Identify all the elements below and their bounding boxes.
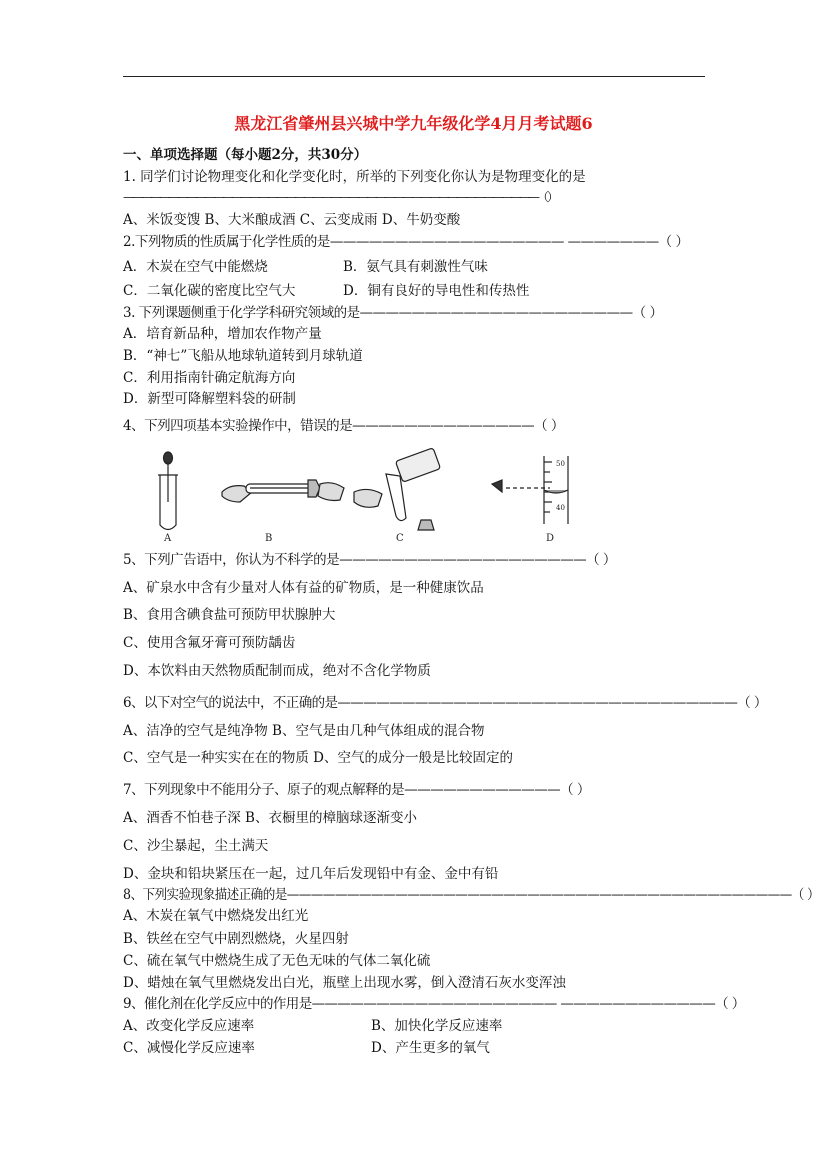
q1-blank: ——————————————————————————————————————————————（ ） (123, 190, 556, 204)
q3-stem: 3. 下列课题侧重于化学学科研究领域的是—————————————————————（ ） (123, 305, 663, 321)
q8-option-c: C、硫在氧气中燃烧生成了无色无味的气体二氧化硫 (123, 953, 431, 969)
q8-stem: 8、下列实验现象描述正确的是——————————————————————————————————————————（ ） (123, 887, 820, 903)
q5-option-c: C、使用含氟牙膏可预防龋齿 (123, 635, 296, 651)
lab-operations-figure (140, 440, 580, 545)
q7-option-d: D、金块和铅块紧压在一起，过几年后发现铅中有金、金中有铅 (123, 866, 499, 882)
page-title: 黑龙江省肇州县兴城中学九年级化学4月月考试题6 (234, 114, 593, 133)
cylinder-mark-40: 40 (556, 504, 565, 512)
q6-options-ab: A、洁净的空气是纯净物 B、空气是由几种气体组成的混合物 (123, 723, 485, 739)
q5-option-b: B、食用含碘食盐可预防甲状腺肿大 (123, 607, 336, 623)
q9-option-a: A、改变化学反应速率 (123, 1018, 255, 1034)
q1-options: A、米饭变馊 B、大米酿成酒 C、云变成雨 D、牛奶变酸 (123, 212, 461, 228)
figure-c-pouring (354, 448, 441, 530)
header-rule (123, 76, 705, 77)
q2-option-c: C．二氧化碳的密度比空气大 (123, 283, 296, 299)
q3-option-a: A．培育新品种，增加农作物产量 (123, 326, 322, 342)
q8-option-a: A、木炭在氧气中燃烧发出红光 (123, 908, 309, 924)
q2-option-d: D．铜有良好的导电性和传热性 (343, 283, 530, 299)
q3-option-c: C．利用指南针确定航海方向 (123, 370, 296, 386)
figure-label-b: B (265, 533, 273, 544)
q7-option-c: C、沙尘暴起，尘土满天 (123, 838, 269, 854)
q8-option-b: B、铁丝在空气中剧烈燃烧，火星四射 (123, 931, 349, 947)
figure-label-c: C (396, 533, 404, 544)
q5-option-d: D、本饮料由天然物质配制而成，绝对不含化学物质 (123, 663, 431, 679)
q9-option-b: B、加快化学反应速率 (371, 1018, 503, 1034)
section-heading: 一、单项选择题（每小题2分，共30分） (123, 147, 368, 163)
figure-b-tube-hands (222, 480, 344, 502)
q4-stem: 4、下列四项基本实验操作中，错误的是——————————————（ ） (123, 418, 564, 434)
q9-option-c: C、减慢化学反应速率 (123, 1040, 255, 1056)
q3-option-b: B．“神七”飞船从地球轨道转到月球轨道 (123, 348, 363, 364)
q6-stem: 6、以下对空气的说法中，不正确的是———————————————————————————————（ ） (123, 695, 767, 711)
q5-option-a: A、矿泉水中含有少量对人体有益的矿物质，是一种健康饮品 (123, 580, 484, 596)
q2-stem: 2.下列物质的性质属于化学性质的是—————————————————— ———————（ ） (123, 234, 689, 250)
figure-label-d: D (546, 533, 555, 544)
q3-option-d: D．新型可降解塑料袋的研制 (123, 391, 296, 407)
q2-option-b: B．氨气具有刺激性气味 (343, 259, 488, 275)
q7-options-ab: A、酒香不怕巷子深 B、衣橱里的樟脑球逐渐变小 (123, 810, 417, 826)
figure-label-a: A (164, 533, 172, 544)
q5-stem: 5、下列广告语中，你认为不科学的是———————————————————（ ） (123, 552, 616, 568)
figure-a-dropper (158, 452, 178, 530)
q9-stem: 9、催化剂在化学反应中的作用是——————————————————— ————————————（ ） (123, 996, 745, 1012)
q2-option-a: A．木炭在空气中能燃烧 (123, 259, 268, 275)
q1-stem: 1. 同学们讨论物理变化和化学变化时，所举的下列变化你认为是物理变化的是 (123, 169, 586, 185)
q9-option-d: D、产生更多的氧气 (371, 1040, 490, 1056)
q7-stem: 7、下列现象中不能用分子、原子的观点解释的是————————————（ ） (123, 782, 590, 798)
q6-options-cd: C、空气是一种实实在在的物质 D、空气的成分一般是比较固定的 (123, 750, 513, 766)
cylinder-mark-50: 50 (556, 460, 565, 468)
q8-option-d: D、蜡烛在氧气里燃烧发出白光，瓶壁上出现水雾，倒入澄清石灰水变浑浊 (123, 975, 566, 991)
